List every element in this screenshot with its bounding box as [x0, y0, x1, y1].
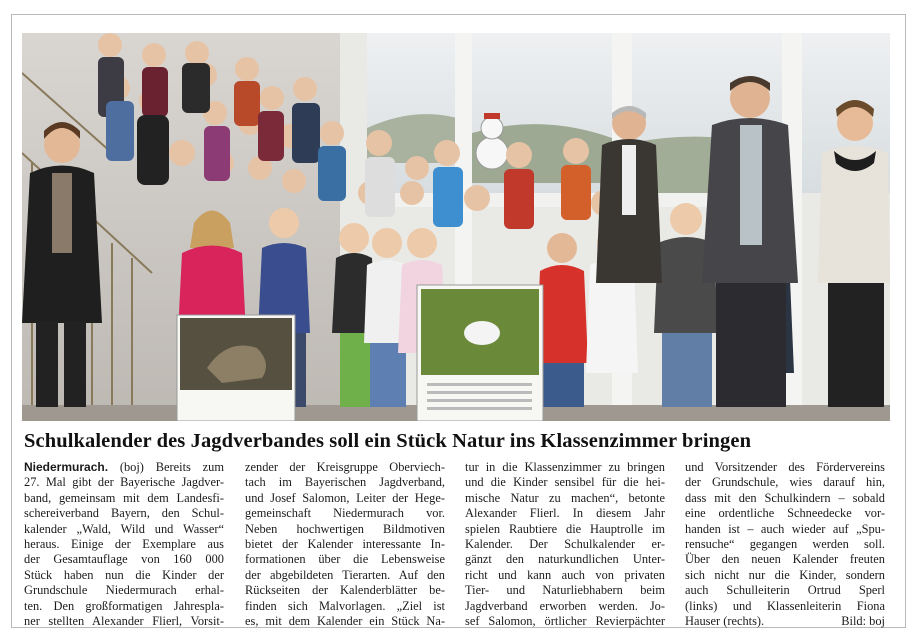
text-line: der Gesamtauflage von 160 000 — [24, 552, 224, 567]
text-line: und Josef Salomon, Leiter der Hege- — [245, 490, 445, 505]
text-line: mische Natur zu machen“, betonte — [465, 490, 665, 505]
adult-flierl — [702, 76, 798, 407]
text-line: Alexander Flierl. In diesem Jahr — [465, 506, 665, 521]
text-line: Tier- und Naturliebhabern beim — [465, 583, 665, 598]
text-line: Über den neuen Kalender freuten — [685, 552, 885, 567]
text-line: finden sich Malvorlagen. „Ziel ist — [245, 598, 445, 613]
text-line: ten. Den großformatigen Jahrespla- — [24, 598, 224, 613]
text-line: sef Salomon, örtlicher Revierpächter — [465, 613, 665, 628]
text-line: ner stellten Alexander Flierl, Vorsit- — [24, 613, 224, 628]
text-line: band, gemeinsam mit dem Landesfi- — [24, 490, 224, 505]
text-line: spielen Raubtiere die Hauptrolle im — [465, 521, 665, 536]
text-line: es, mit dem Kalender ein Stück Na- — [245, 613, 445, 628]
text-line: rensuche“ gegangen werden soll. — [685, 536, 885, 551]
text-line: gemeinschaft Niedermurach vor. — [245, 506, 445, 521]
text-line: Kalender. Der Schulkalender er- — [465, 536, 665, 551]
text-line: der abgebildeten Tierarten. Auf den — [245, 567, 445, 582]
article-column-3 — [465, 460, 665, 629]
dateline-line: Niedermurach. (boj) Bereits zum — [24, 460, 224, 474]
text-line: Grundschule Niedermurach erhal- — [24, 583, 224, 598]
text-line: formationen über die Lebensweise — [245, 552, 445, 567]
text-line: Jagdverband erworben werden. Jo- — [465, 598, 665, 613]
text-line: und Vorsitzender des Fördervereins — [685, 460, 885, 474]
article-photo — [22, 33, 890, 421]
text-line: der Grundschule, wies darauf hin, — [685, 475, 885, 490]
text-line: bietet der Kalender interessante In- — [245, 536, 445, 551]
text-line: Neben hochwertigen Bildmotiven — [245, 521, 445, 536]
text-line: sich nicht nur die Kinder, sondern — [685, 567, 885, 582]
group-photo-illustration — [22, 33, 890, 421]
article-column-1 — [24, 460, 224, 629]
article-column-4 — [685, 460, 885, 629]
photo-credit: Bild: boj — [841, 613, 885, 628]
text-line: tach im Bayerischen Jagdverband, — [245, 475, 445, 490]
text-line: Rückseiten der Kalenderblätter be- — [245, 583, 445, 598]
article-column-2 — [245, 460, 445, 629]
last-line — [685, 614, 885, 629]
text-line: handen ist – auch wieder auf „Spu- — [685, 521, 885, 536]
text-line: schereiverband Bayern, den Schul- — [24, 506, 224, 521]
text-line: Stück haben nun die Kinder der — [24, 567, 224, 582]
text-line: und die Kinder sensibel für die hei- — [465, 475, 665, 490]
text-line: auch Schulleiterin Ortrud Sperl — [685, 583, 885, 598]
text-line: richt und kann auch von privaten — [465, 567, 665, 582]
calendar-wolf — [177, 315, 295, 421]
calendar-ermine — [417, 285, 543, 421]
dateline: Niedermurach. — [24, 460, 109, 474]
text-line: 27. Mal gibt der Bayerische Jagdver- — [24, 475, 224, 490]
text-line: (links) und Klassenleiterin Fiona — [685, 598, 885, 613]
text-line: heraus. Einige der Exemplare aus — [24, 536, 224, 551]
text-line: dass mit den Schulkindern – sobald — [685, 490, 885, 505]
text-line: zender der Kreisgruppe Oberviech- — [245, 460, 445, 474]
text-line: tur in die Klassenzimmer zu bringen — [465, 460, 665, 474]
text-line: gänzt den naturkundlichen Unter- — [465, 552, 665, 567]
text-line: eine ordentliche Schneedecke vor- — [685, 506, 885, 521]
text-line: Hauser (rechts). — [685, 613, 765, 628]
article-headline: Schulkalender des Jagdverbandes soll ein Stück Natur ins Klassenzimmer bringen — [24, 430, 752, 452]
text-line: kalender „Wald, Wild und Wasser“ — [24, 521, 224, 536]
